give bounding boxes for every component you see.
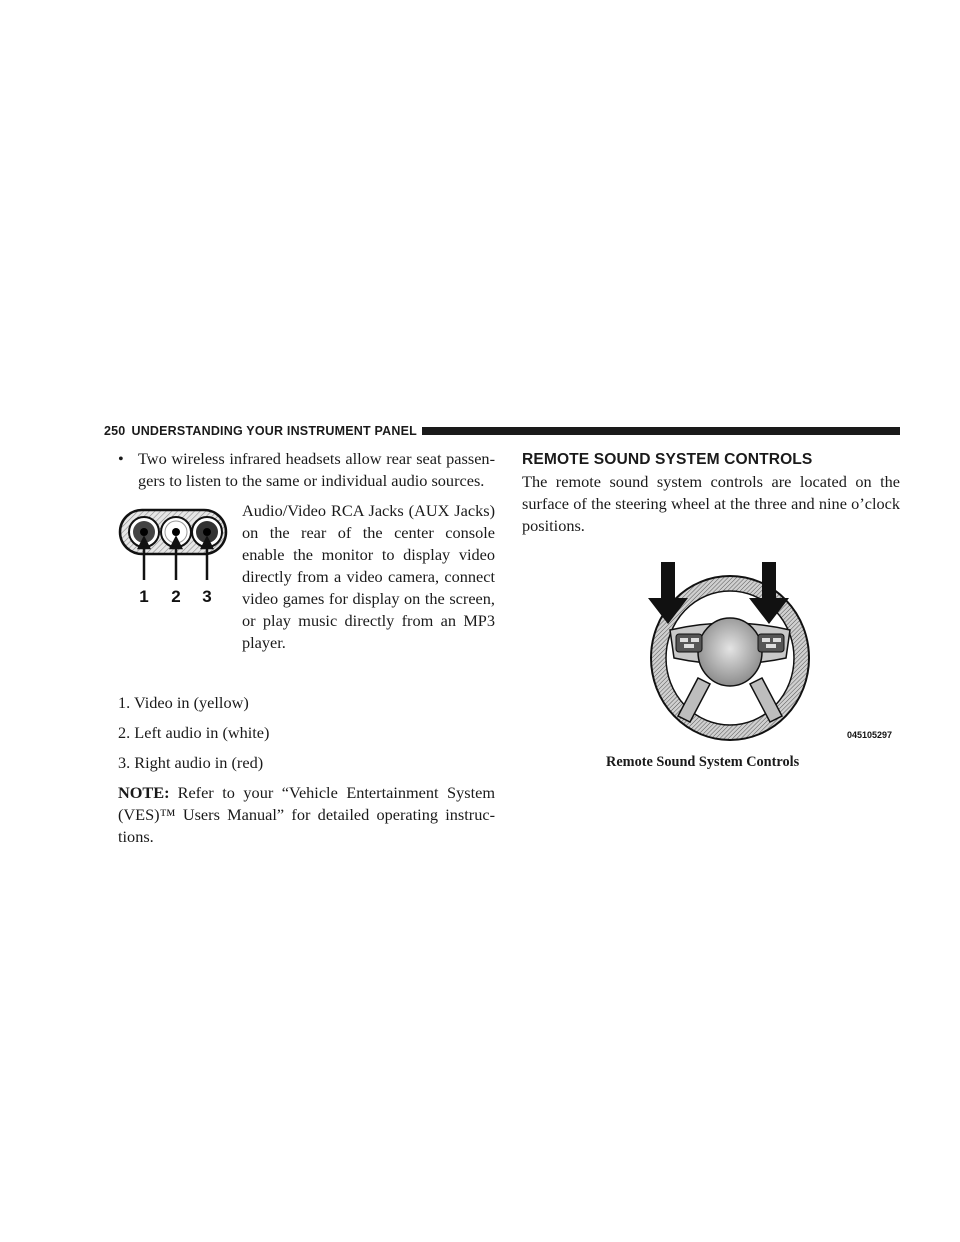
left-audio-controls [676,634,702,652]
steering-wheel-figure [618,560,896,750]
jack-item-video: 1. Video in (yellow) [118,693,249,712]
aux-jacks-paragraph: Audio/Video RCA Jacks (AUX Jacks) on the rear of the center console enable the monitor to display video directly from a video camera, connect video games for display on the screen, or play music directly from an MP3 player. [242,501,495,652]
page-header [104,424,900,438]
figure-code: 045105297 [846,730,892,740]
left-column [118,448,495,848]
headsets-bullet [118,448,495,492]
note-label: NOTE: [118,783,170,802]
section-title: UNDERSTANDING YOUR INSTRUMENT PANEL [131,424,417,438]
aux-jacks-block [118,500,495,684]
aux-jacks-figure [118,508,228,608]
figure-caption: Remote Sound System Controls [606,754,800,770]
jack-item-right-audio: 3. Right audio in (red) [118,753,264,772]
right-column [522,450,900,770]
bullet-text: Two wireless infrared headsets allow rear seat passen-gers to listen to the same or individual audio sources. [138,449,495,490]
header-rule [422,427,900,435]
jack-label-2: 2 [171,587,181,606]
jack-item-left-audio: 2. Left audio in (white) [118,723,270,742]
bullet-dot-icon: • [118,449,124,468]
note-paragraph [118,782,495,848]
right-audio-controls [758,634,784,652]
jack-label-1: 1 [139,587,149,606]
remote-controls-paragraph: The remote sound system controls are located on the surface of the steering wheel at the three and nine o’clock positions. [522,472,900,535]
note-text: Refer to your “Vehicle Entertainment System (VES)™ Users Manual” for detailed operating instruc-tions. [118,783,495,846]
section-heading: REMOTE SOUND SYSTEM CONTROLS [522,451,813,468]
page-number: 250 [104,424,126,438]
jack-label-3: 3 [202,587,212,606]
